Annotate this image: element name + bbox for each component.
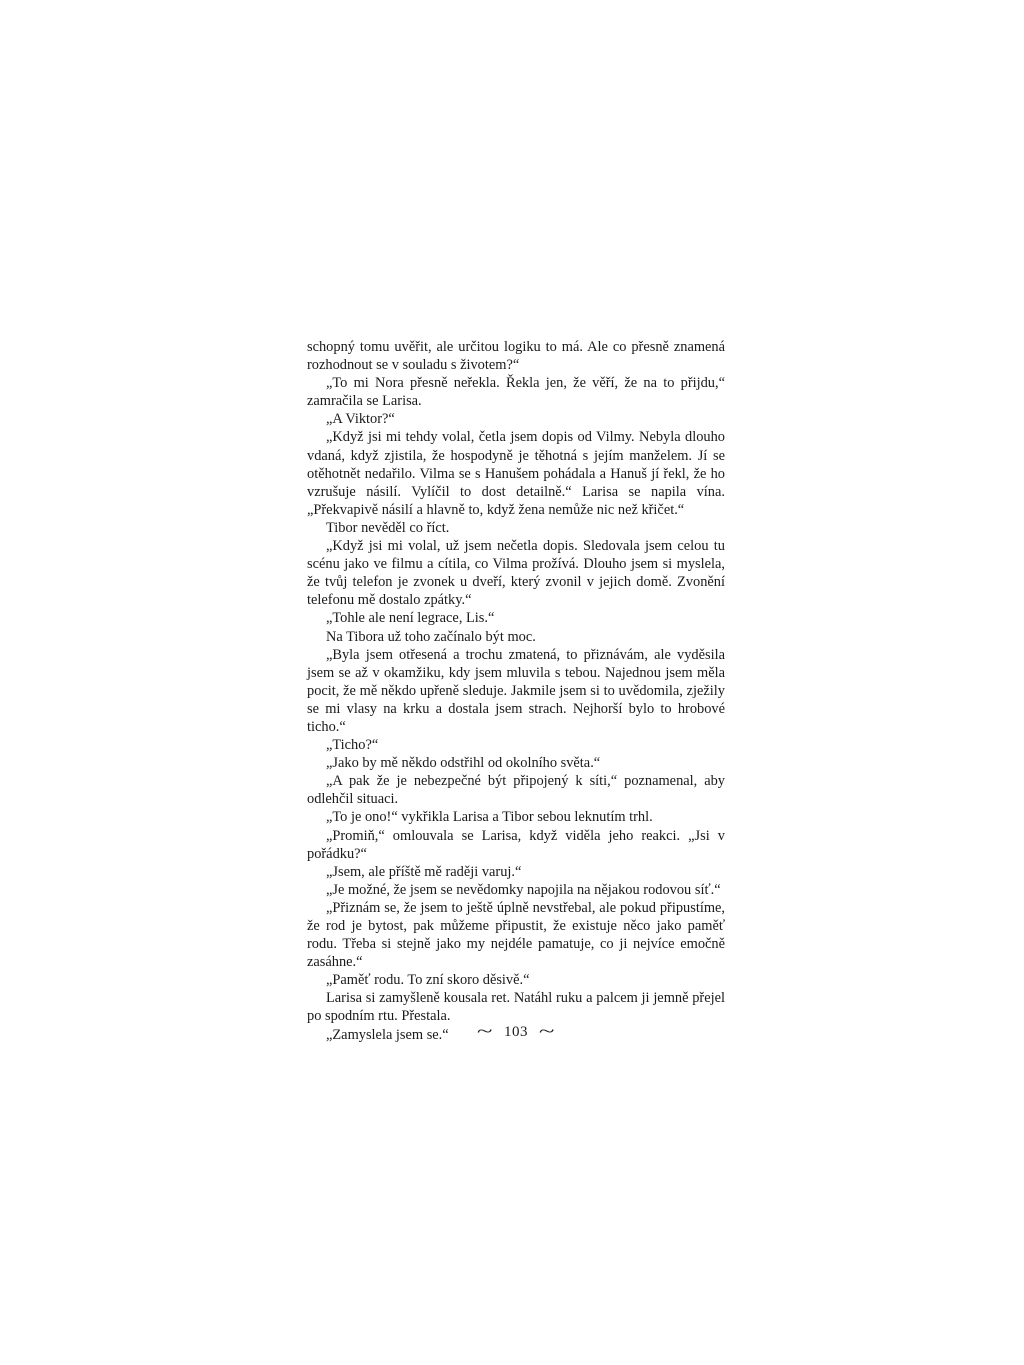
tilde-ornament-right: ~ — [538, 1021, 556, 1041]
paragraph: „Když jsi mi volal, už jsem nečetla dopis. Sledovala jsem celou tu scénu jako ve filmu a cítila, co Vilma prožívá. Dlouho jsem si myslela, že tvůj telefon je zvonek u dveří, který zvonil v jejich domě. Zvonění telefonu mě dostalo zpátky.“ — [307, 538, 725, 609]
paragraph: „Je možné, že jsem se nevědomky napojila na nějakou rodovou síť.“ — [326, 881, 721, 898]
paragraph: „Jako by mě někdo odstřihl od okolního světa.“ — [326, 755, 601, 772]
paragraph: „Zamyslela jsem se.“ — [326, 1026, 449, 1043]
paragraph: Tibor nevěděl co říct. — [326, 519, 450, 536]
page-number-footer — [307, 1020, 725, 1041]
paragraph: „Přiznám se, že jsem to ještě úplně nevstřebal, ale pokud připustíme, že rod je bytost, pak můžeme připustit, že existuje něco jako paměť rodu. Třeba si stejně jako my nejdéle pamatuje, co ji nejvíce emočně zasáhne.“ — [307, 899, 725, 971]
paragraph: „A Viktor?“ — [326, 411, 395, 428]
paragraph: „Paměť rodu. To zní skoro děsivě.“ — [326, 972, 530, 989]
paragraph: „Byla jsem otřesená a trochu zmatená, to přiznávám, ale vyděsila jsem se až v okamžiku, kdy jsem mluvila s tebou. Najednou jsem měla pocit, že mě někdo upřeně sleduje. Jakmile jsem si to uvědomila, zježily se mi vlasy na krku a dostala jsem strach. Nejhorší bylo to hrobové ticho.“ — [307, 646, 725, 735]
paragraph: „A pak že je nebezpečné být připojený k síti,“ poznamenal, aby odlehčil situaci. — [307, 773, 725, 808]
paragraph: „Když jsi mi tehdy volal, četla jsem dopis od Vilmy. Nebyla dlouho vdaná, když zjistila, že hospodyně je těhotná s jejím manželem. Jí se otěhotnět nedařilo. Vilma se s Hanušem pohádala a Hanuš jí řekl, že ho vzrušuje násilí. Vylíčil to dost detailně.“ Larisa se napila vína. „Překvapivě násilí a hlavně to, když žena nemůže nic než křičet.“ — [307, 429, 725, 518]
paragraph: Larisa si zamyšleně kousala ret. Natáhl ruku a palcem ji jemně přejel po spodním rtu. Přestala. — [307, 990, 725, 1025]
paragraph: „Ticho?“ — [326, 737, 379, 754]
tilde-ornament-left: ~ — [476, 1021, 494, 1041]
paragraph: Na Tibora už toho začínalo být moc. — [326, 628, 536, 645]
paragraph: „To mi Nora přesně neřekla. Řekla jen, že věří, že na to přijdu,“ zamračila se Larisa. — [307, 375, 725, 410]
paragraph: „To je ono!“ vykřikla Larisa a Tibor sebou leknutím trhl. — [326, 809, 653, 826]
paragraph: „Tohle ale není legrace, Lis.“ — [326, 610, 495, 627]
paragraph: „Jsem, ale příště mě raději varuj.“ — [326, 863, 522, 880]
body-text — [307, 338, 725, 1044]
paragraph: „Promiň,“ omlouvala se Larisa, když viděla jeho reakci. „Jsi v pořádku?“ — [307, 827, 725, 862]
page-number: 103 — [504, 1024, 528, 1040]
paragraph: schopný tomu uvěřit, ale určitou logiku to má. Ale co přesně znamená rozhodnout se v souladu s životem?“ — [307, 339, 725, 374]
